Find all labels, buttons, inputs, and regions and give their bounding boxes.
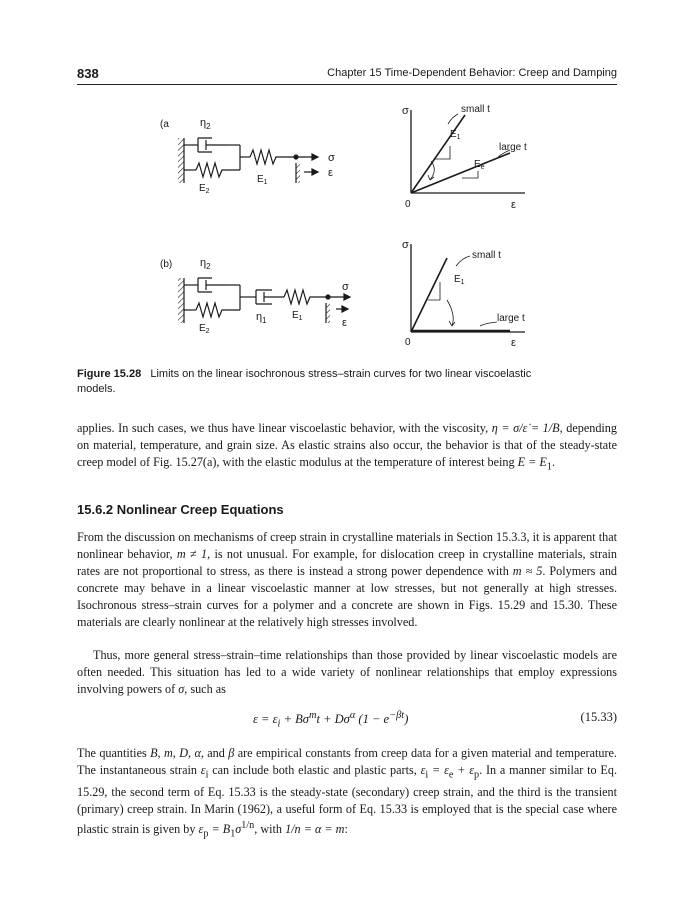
paragraph-4: The quantities B, m, D, α, and β are empirical constants from creep data for a given material and temperature. The instantaneous strain $\varepsilon_i$ can include both elastic and plastic parts, $\varepsilon_i = \varepsilon_e + \varepsilon_p$. In a manner similar to Eq. 15.29, the second term of Eq. 15.33 is the steady-state (secondary) creep strain, and the third is the transient (primary) creep strain. In Marin (1962), a useful form of Eq. 15.33 is employed that is the special case where plastic strain is given by $\varepsilon_p = B_1\sigma^{1/n}$, with 1/n = α = m: xyxy=(77,746,617,840)
plot-a-line-large-t xyxy=(411,153,510,193)
model-b-sigma: σ xyxy=(342,281,349,293)
equation-body: $\varepsilon = \varepsilon_i + B\sigma^mt + D\sigma^\alpha$ $(1 - e^{-\beta t})$ xyxy=(253,710,409,730)
plot-b xyxy=(402,239,525,349)
model-a-spring-e2 xyxy=(196,163,240,177)
equation-15-33 xyxy=(77,710,617,730)
model-a xyxy=(160,117,335,195)
model-b-dashpot-eta1 xyxy=(256,290,284,304)
model-b-e2-label: $E_2$ xyxy=(199,323,210,335)
model-a-end-node xyxy=(294,155,298,159)
model-b-spring-e2 xyxy=(196,303,240,317)
section-heading: 15.6.2 Nonlinear Creep Equations xyxy=(77,502,284,517)
plot-b-line-small-t xyxy=(411,258,447,332)
plot-a-e1: $E_1$ xyxy=(450,129,461,141)
model-a-wall xyxy=(178,138,184,183)
model-a-epsilon: ε xyxy=(328,167,333,179)
paragraph-1: applies. In such cases, we thus have linear viscoelastic behavior, with the viscosity, η = σ/ε̇ = 1/B, depending on material, temperature, and grain size. As elastic strains also occur, the behavior is that of the steady-state creep model of Fig. 15.27(a), with the elastic modulus at the temperature of interest being $E = E_1$. xyxy=(77,421,617,473)
model-a-sigma: σ xyxy=(328,152,335,164)
model-b-spring-e1 xyxy=(284,290,326,304)
model-b-dashpot-eta2 xyxy=(198,278,226,292)
plot-b-x-label: ε xyxy=(511,337,516,349)
paragraph-2: From the discussion on mechanisms of creep strain in crystalline materials in Section 15.3.3, it is apparent that nonlinear behavior, m ≠ 1, is not unusual. For example, for dislocation creep in crystalline materials, strain rates are not proportional to stress, as there is instead a strong power dependence with m ≈ 5. Polymers and concrete may behave in a linear viscoelastic manner at low stresses, but not generally at high stresses. Isochronous stress–strain curves for a polymer and a concrete are shown in Figs. 15.29 and 15.30. These materials are clearly nonlinear at the relatively high stresses involved. xyxy=(77,530,618,629)
plot-a-large-t: large t xyxy=(499,142,527,153)
plot-a-small-t: small t xyxy=(461,104,490,115)
model-a-e1-label: $E_1$ xyxy=(257,174,268,186)
plot-b-large-t: large t xyxy=(497,313,525,324)
paragraph-3: Thus, more general stress–strain–time relationships than those provided by linear viscoelastic models are often needed. This situation has led to a wide variety of nonlinear relationships that employ expressions involving powers of σ, such as xyxy=(77,648,617,696)
plot-a-y-label: σ xyxy=(402,105,409,117)
plot-a-origin: 0 xyxy=(405,199,411,210)
equation-number: (15.33) xyxy=(580,710,617,724)
model-b-label: (b) xyxy=(160,259,173,270)
caption-text: Limits on the linear isochronous stress–strain curves for two linear viscoelastic models. xyxy=(77,368,532,395)
figure-caption xyxy=(77,367,547,397)
plot-b-y-label: σ xyxy=(402,239,409,251)
model-b-end-node xyxy=(326,295,330,299)
running-head-title: Chapter 15 Time-Dependent Behavior: Creep and Damping xyxy=(327,67,617,79)
plot-b-origin: 0 xyxy=(405,337,411,348)
plot-a-ee: $E_e$ xyxy=(474,159,485,171)
plot-a-x-label: ε xyxy=(511,199,516,211)
model-b-e1-label: $E_1$ xyxy=(292,310,303,322)
model-a-spring-e1 xyxy=(250,150,294,164)
model-b-wall xyxy=(178,278,184,323)
model-a-eta2: $\eta_2$ xyxy=(200,117,211,131)
plot-b-e1: $E_1$ xyxy=(454,274,465,286)
figure-15-28 xyxy=(0,0,690,360)
caption-label: Figure 15.28 xyxy=(77,368,142,380)
model-b-epsilon: ε xyxy=(342,317,347,329)
model-b xyxy=(160,257,350,335)
model-b-eta2: $\eta_2$ xyxy=(200,257,211,271)
page-number: 838 xyxy=(77,66,99,81)
model-a-label: (a xyxy=(160,119,169,130)
plot-a xyxy=(402,104,527,211)
model-a-e2-label: $E_2$ xyxy=(199,183,210,195)
plot-b-small-t: small t xyxy=(472,250,501,261)
model-a-dashpot-eta2 xyxy=(198,138,226,152)
model-b-eta1-label: $\eta_1$ xyxy=(256,311,267,325)
